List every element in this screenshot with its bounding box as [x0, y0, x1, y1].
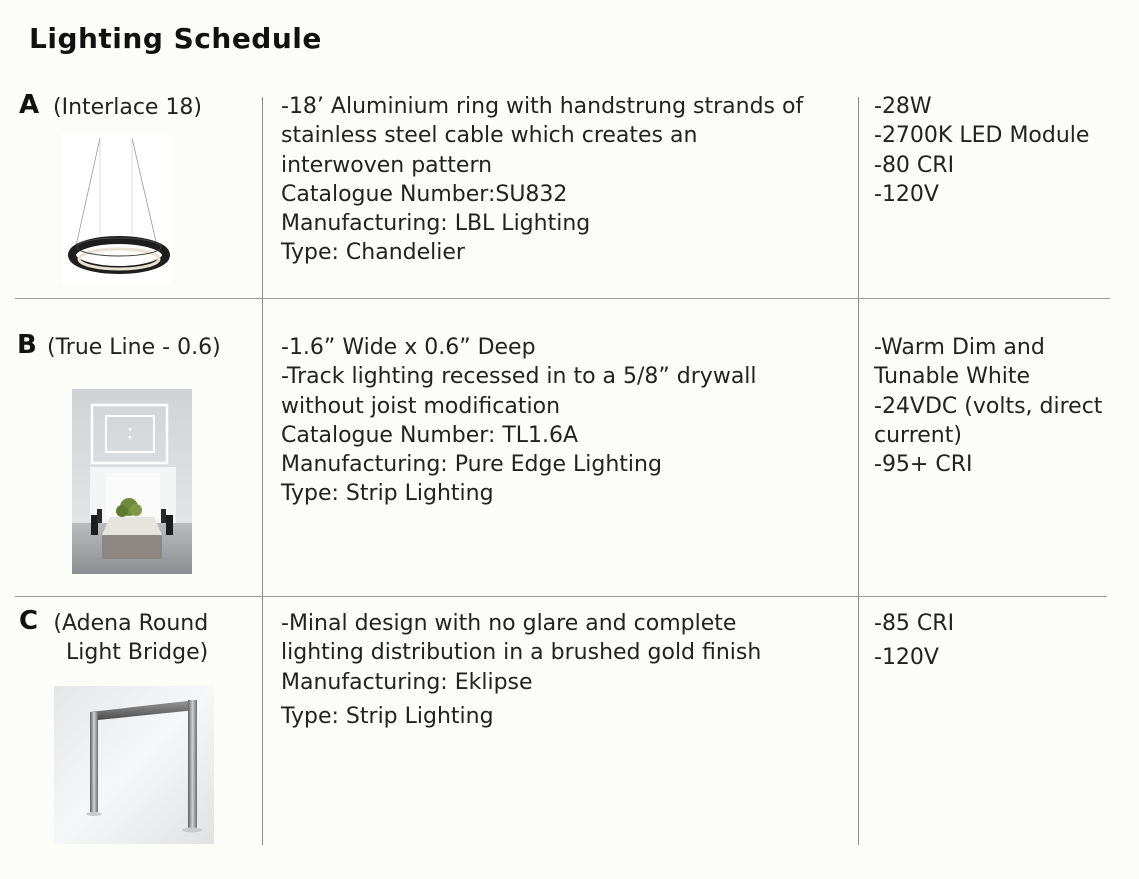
- row-divider-a-b: [15, 298, 1110, 299]
- office-strip-lighting-image: [72, 389, 192, 574]
- fixture-description-c: -Minal design with no glare and complete lighting distribution in a brushed gold finish Manufacturing: Eklipse Type: Strip Lighting: [281, 611, 762, 729]
- row-letter-b: B: [17, 330, 37, 360]
- fixture-description-b: -1.6” Wide x 0.6” Deep -Track lighting recessed in to a 5/8” drywall without joist modification Catalogue Number: TL1.6A Manufacturing: Pure Edge Lighting Type: Strip Lighting: [281, 335, 757, 507]
- row-letter-a: A: [19, 90, 40, 120]
- fixture-name-a: (Interlace 18): [53, 95, 203, 120]
- fixture-name-c: (Adena Round Light Bridge): [53, 611, 209, 665]
- column-divider-left: [262, 97, 263, 845]
- chandelier-ring-image: [62, 134, 172, 284]
- row-divider-b-c: [15, 596, 1107, 597]
- fixture-specs-a: -28W -2700K LED Module -80 CRI -120V: [874, 94, 1090, 207]
- fixture-description-a: -18’ Aluminium ring with handstrung strands of stainless steel cable which creates an interwoven pattern Catalogue Number:SU832 Manufacturing: LBL Lighting Type: Chandelier: [281, 94, 804, 266]
- fixture-specs-b: -Warm Dim and Tunable White -24VDC (volts, direct current) -95+ CRI: [874, 335, 1103, 478]
- fixture-specs-c: -85 CRI -120V: [874, 611, 955, 671]
- row-letter-c: C: [19, 606, 39, 636]
- column-divider-right: [858, 97, 859, 845]
- page-title: Lighting Schedule: [29, 22, 322, 55]
- light-bridge-image: [54, 686, 214, 844]
- fixture-name-b: (True Line - 0.6): [47, 335, 221, 360]
